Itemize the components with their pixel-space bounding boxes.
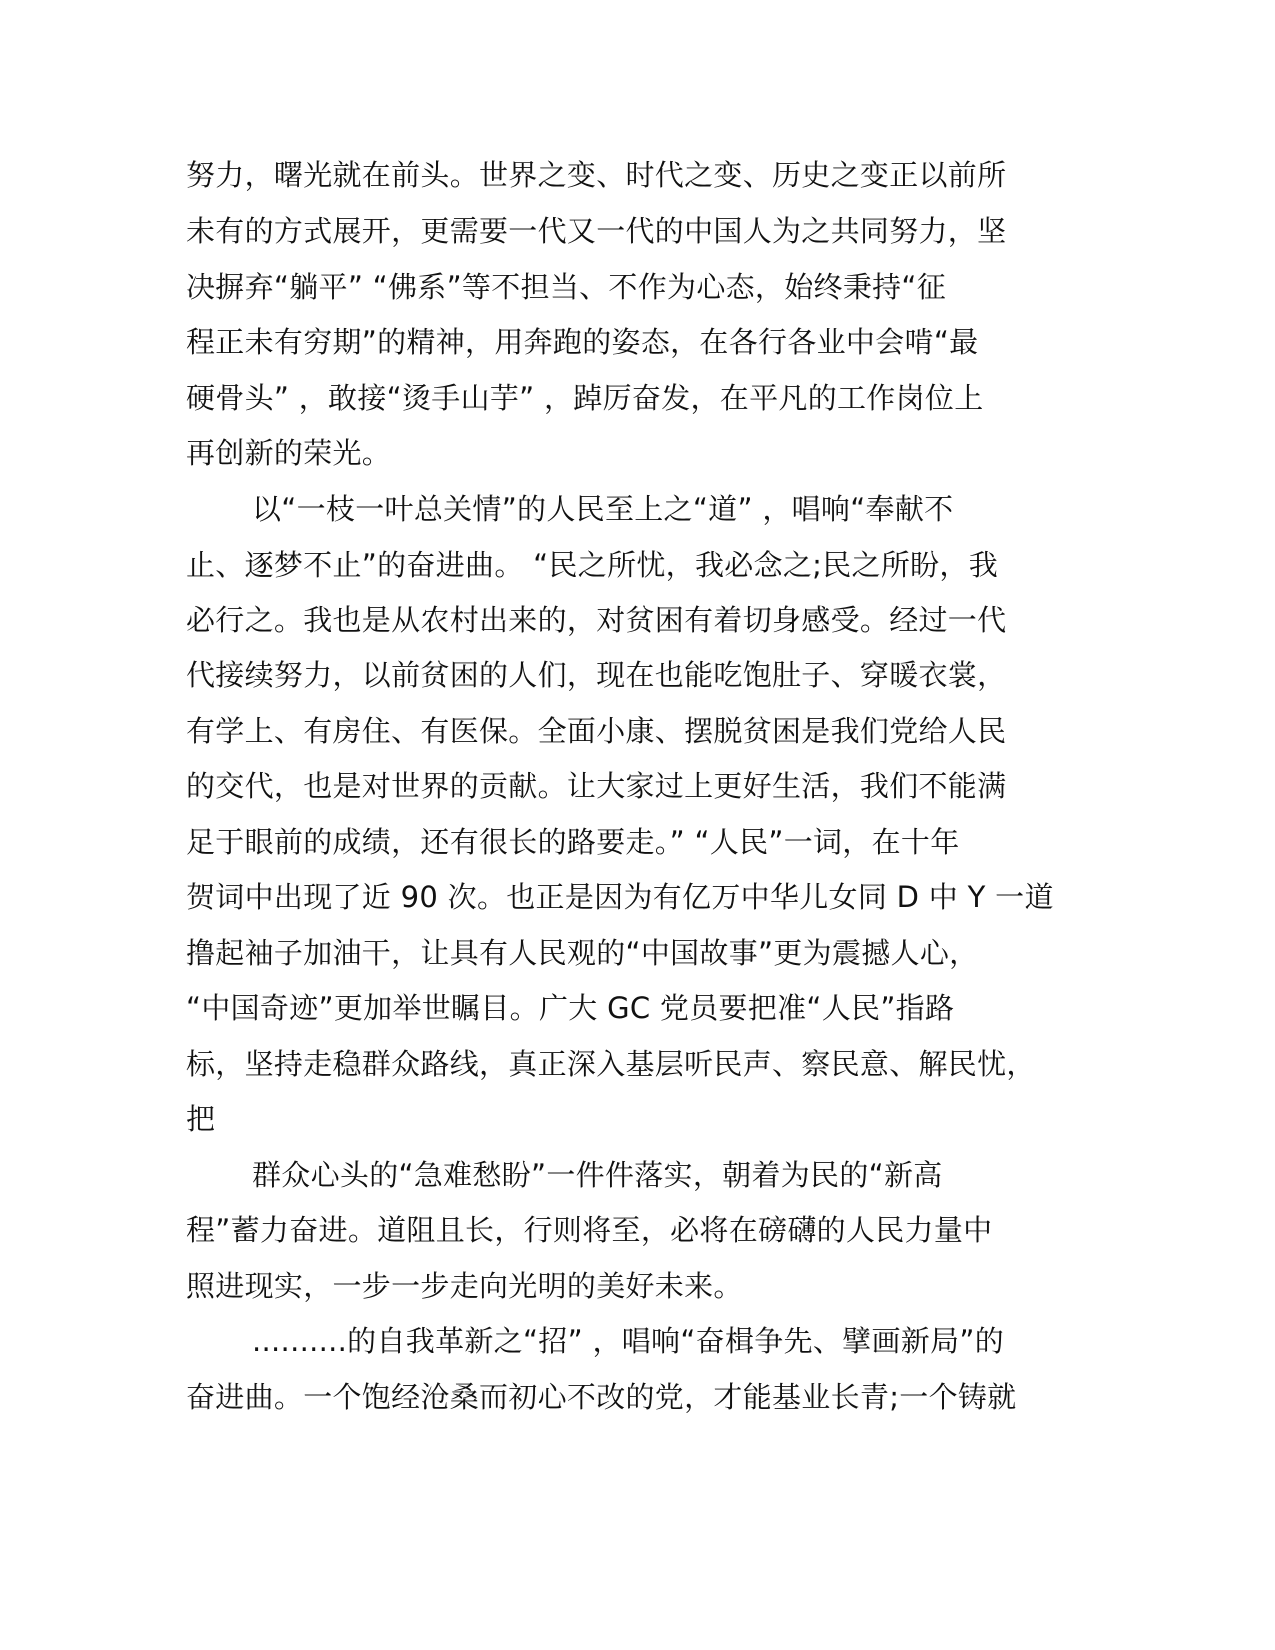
text-line: 贺词中出现了近 90 次。也正是因为有亿万中华儿女同 D 中 Y 一道 — [186, 880, 1054, 914]
text-line: 硬骨头” ，敢接“烫手山芋” ，踔厉奋发，在平凡的工作岗位上 — [186, 381, 984, 415]
text-line: 把 — [186, 1102, 216, 1136]
text-line: 群众心头的“急难愁盼”一件件落实，朝着为民的“新高 — [252, 1158, 943, 1192]
text-line: 的交代，也是对世界的贡献。让大家过上更好生活，我们不能满 — [186, 769, 1007, 803]
text-line: ..........的自我革新之“招” ，唱响“奋楫争先、擘画新局”的 — [252, 1324, 1004, 1358]
text-line: 程正未有穷期”的精神，用奔跑的姿态，在各行各业中会啃“最 — [186, 325, 979, 359]
text-line: 标，坚持走稳群众路线，真正深入基层听民声、察民意、解民忧， — [186, 1047, 1036, 1081]
text-line: 有学上、有房住、有医保。全面小康、摆脱贫困是我们党给人民 — [186, 714, 1007, 748]
text-line: 程”蓄力奋进。道阻且长，行则将至，必将在磅礴的人民力量中 — [186, 1213, 993, 1247]
text-line: 必行之。我也是从农村出来的，对贫困有着切身感受。经过一代 — [186, 603, 1007, 637]
text-line: “中国奇迹”更加举世瞩目。广大 GC 党员要把准“人民”指路 — [186, 991, 955, 1025]
text-line: 照进现实，一步一步走向光明的美好未来。 — [186, 1269, 743, 1303]
text-line: 再创新的荣光。 — [186, 436, 392, 470]
text-line: 以“一枝一叶总关情”的人民至上之“道” ，唱响“奉献不 — [252, 492, 954, 526]
text-line: 未有的方式展开，更需要一代又一代的中国人为之共同努力，坚 — [186, 214, 1007, 248]
text-line: 决摒弃“躺平” “佛系”等不担当、不作为心态，始终秉持“征 — [186, 270, 947, 304]
text-line: 足于眼前的成绩，还有很长的路要走。” “人民”一词，在十年 — [186, 825, 960, 859]
text-line: 代接续努力，以前贫困的人们，现在也能吃饱肚子、穿暖衣裳， — [186, 658, 1007, 692]
text-line: 止、逐梦不止”的奋进曲。 “民之所忧，我必念之;民之所盼，我 — [186, 548, 999, 582]
text-line: 撸起袖子加油干，让具有人民观的“中国故事”更为震撼人心， — [186, 936, 979, 970]
text-line: 努力，曙光就在前头。世界之变、时代之变、历史之变正以前所 — [186, 158, 1007, 192]
text-line: 奋进曲。一个饱经沧桑而初心不改的党，才能基业长青;一个铸就 — [186, 1380, 1017, 1414]
